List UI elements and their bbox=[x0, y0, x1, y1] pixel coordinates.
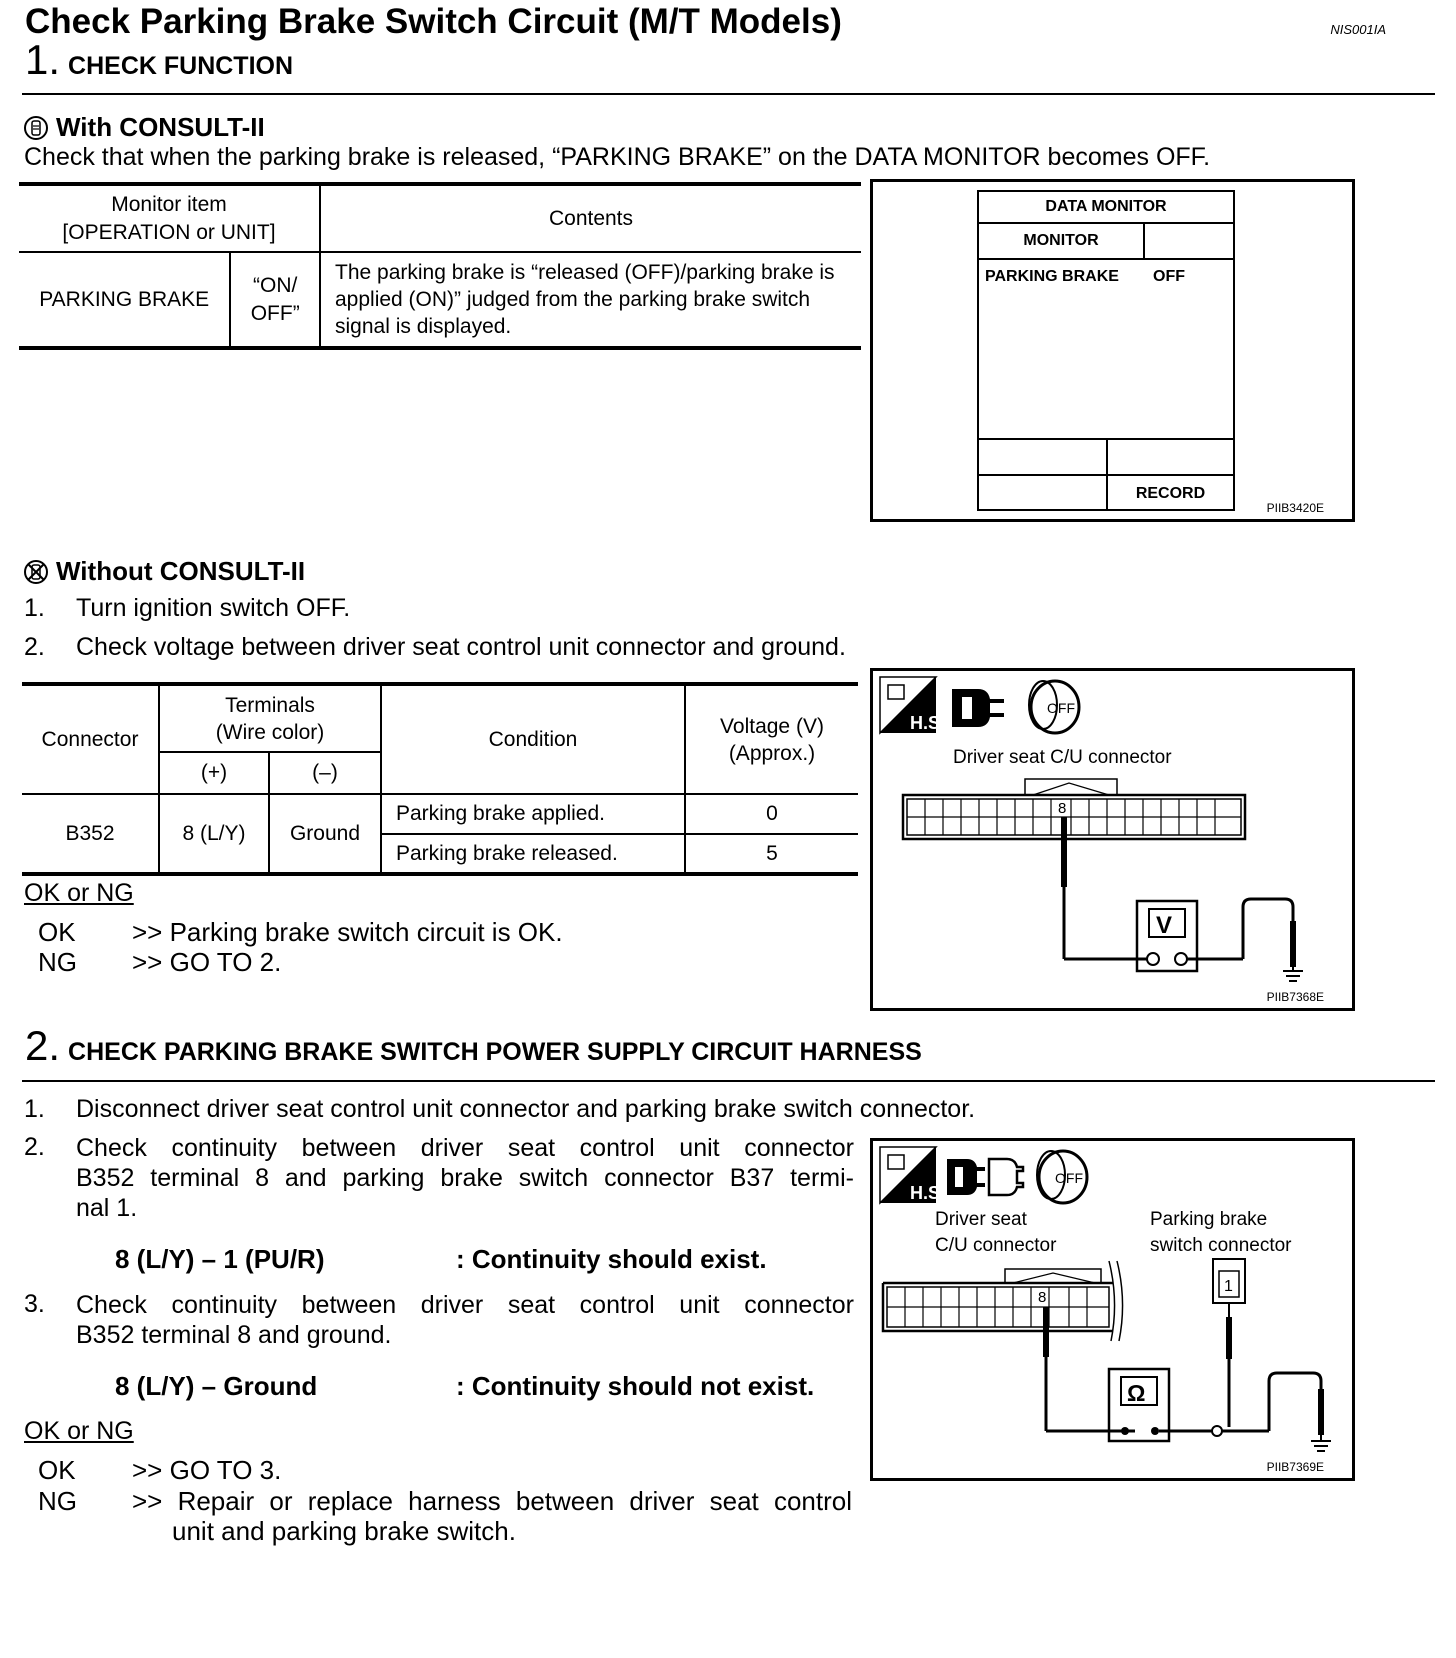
list-item-num: 2. bbox=[24, 633, 45, 661]
step1-number: 1. bbox=[25, 36, 61, 83]
header-connector: Connector bbox=[22, 684, 159, 794]
monitor-column-header: MONITOR bbox=[979, 224, 1145, 260]
data-monitor-figure bbox=[870, 179, 1355, 522]
with-consult-instruction: Check that when the parking brake is released, “PARKING BRAKE” on the DATA MONITOR becomes OFF. bbox=[24, 143, 1211, 171]
without-consult-heading bbox=[24, 556, 305, 587]
terminal-number: 8 bbox=[1058, 800, 1067, 817]
cell-minus: Ground bbox=[269, 794, 381, 874]
list-item-line: B352 terminal 8 and parking brake switch connector B37 termi- bbox=[76, 1164, 854, 1192]
monitor-parking-brake-value: OFF bbox=[1153, 268, 1185, 285]
continuity-wiring-diagram bbox=[873, 1141, 1353, 1479]
ng-label: NG bbox=[38, 1486, 77, 1516]
header-voltage bbox=[685, 684, 858, 794]
header-terminals-line2: (Wire color) bbox=[215, 720, 325, 744]
monitor-column-empty bbox=[1145, 224, 1233, 260]
data-monitor-screen bbox=[977, 190, 1235, 511]
row-contents bbox=[320, 252, 861, 348]
header-terminals bbox=[159, 684, 381, 752]
list-item-line: nal 1. bbox=[76, 1194, 138, 1222]
no-consult-icon bbox=[24, 560, 48, 584]
step2-number: 2. bbox=[25, 1022, 61, 1069]
list-item-line: Check continuity between driver seat control unit connector bbox=[76, 1291, 854, 1319]
spec-result: : Continuity should not exist. bbox=[456, 1371, 815, 1401]
header-voltage-line2: (Approx.) bbox=[728, 741, 816, 765]
step1-title: CHECK FUNCTION bbox=[68, 52, 294, 80]
ok-result: >> Parking brake switch circuit is OK. bbox=[132, 917, 563, 947]
ok-result: >> GO TO 3. bbox=[132, 1455, 282, 1485]
key-off-label: OFF bbox=[1047, 700, 1075, 716]
spec-terminals: 8 (L/Y) – Ground bbox=[115, 1371, 318, 1401]
header-condition: Condition bbox=[381, 684, 685, 794]
cell-voltage: 0 bbox=[685, 794, 858, 834]
list-item-line: Check continuity between driver seat control unit connector bbox=[76, 1134, 854, 1162]
connector-label: Driver seat C/U connector bbox=[953, 747, 1172, 768]
ohmmeter-label: Ω bbox=[1127, 1380, 1146, 1406]
ok-ng-heading: OK or NG bbox=[24, 1417, 134, 1445]
header-minus: (–) bbox=[269, 752, 381, 794]
row-contents-line3: signal is displayed. bbox=[335, 315, 512, 338]
row-contents-line2: applied (ON)” judged from the parking brake switch bbox=[335, 288, 811, 311]
row-unit-line2: OFF” bbox=[250, 301, 300, 325]
row-contents-line1: The parking brake is “released (OFF)/parking brake is bbox=[335, 261, 835, 284]
voltage-wiring-diagram bbox=[873, 671, 1353, 1009]
key-off-label: OFF bbox=[1055, 1170, 1083, 1186]
label-line: switch connector bbox=[1150, 1235, 1292, 1256]
continuity-check-figure bbox=[870, 1138, 1355, 1481]
divider bbox=[22, 93, 1435, 95]
cell-connector: B352 bbox=[22, 794, 159, 874]
figure-code: PIIB7369E bbox=[1266, 1460, 1324, 1474]
data-monitor-title: DATA MONITOR bbox=[979, 192, 1233, 224]
voltage-table bbox=[22, 682, 858, 876]
ok-label: OK bbox=[38, 1455, 76, 1485]
ng-label: NG bbox=[38, 947, 77, 977]
list-item: Check voltage between driver seat control unit connector and ground. bbox=[76, 633, 846, 661]
consult-icon bbox=[24, 116, 48, 140]
list-item-num: 3. bbox=[24, 1290, 45, 1318]
ng-result: >> GO TO 2. bbox=[132, 947, 282, 977]
label-line: Parking brake bbox=[1150, 1209, 1268, 1230]
monitor-item-table bbox=[19, 182, 861, 350]
list-item: Disconnect driver seat control unit connector and parking brake switch connector. bbox=[76, 1095, 976, 1123]
figure-code: PIIB7368E bbox=[1266, 990, 1324, 1004]
header-monitor-item-line2: [OPERATION or UNIT] bbox=[62, 220, 276, 244]
step2-title: CHECK PARKING BRAKE SWITCH POWER SUPPLY CIRCUIT HARNESS bbox=[68, 1038, 922, 1066]
header-monitor-item bbox=[19, 184, 320, 252]
row-monitor-item: PARKING BRAKE bbox=[19, 252, 230, 348]
ng-result-line: >> Repair or replace harness between driver seat control bbox=[132, 1486, 852, 1516]
without-consult-label: Without CONSULT-II bbox=[56, 556, 306, 586]
with-consult-label: With CONSULT-II bbox=[56, 112, 265, 142]
divider bbox=[22, 1080, 1435, 1082]
consult-icon-glyph bbox=[26, 118, 46, 138]
ng-result bbox=[132, 1486, 852, 1546]
step1-heading bbox=[25, 36, 293, 84]
header-contents: Contents bbox=[548, 206, 634, 230]
page-title: Check Parking Brake Switch Circuit (M/T Models) bbox=[25, 2, 842, 41]
voltage-check-figure bbox=[870, 668, 1355, 1011]
header-terminals-line1: Terminals bbox=[225, 693, 315, 717]
terminal-number-right: 1 bbox=[1224, 1278, 1233, 1295]
spec-terminals: 8 (L/Y) – 1 (PU/R) bbox=[115, 1244, 325, 1274]
hs-label: H.S. bbox=[910, 713, 946, 733]
ng-result-line: unit and parking brake switch. bbox=[172, 1516, 516, 1546]
cell-condition: Parking brake applied. bbox=[381, 794, 685, 834]
list-item-num: 1. bbox=[24, 1095, 45, 1123]
terminal-number-left: 8 bbox=[1038, 1289, 1047, 1306]
figure-code: PIIB3420E bbox=[1266, 501, 1324, 515]
list-item-num: 2. bbox=[24, 1133, 45, 1161]
header-plus: (+) bbox=[159, 752, 269, 794]
row-unit bbox=[230, 252, 320, 348]
cell-voltage: 5 bbox=[685, 834, 858, 874]
label-line: C/U connector bbox=[935, 1235, 1057, 1256]
reference-code: NIS001IA bbox=[1330, 22, 1386, 37]
list-item: Turn ignition switch OFF. bbox=[76, 594, 351, 622]
voltmeter-label: V bbox=[1156, 912, 1173, 939]
ok-ng-heading: OK or NG bbox=[24, 879, 134, 907]
spec-result: : Continuity should exist. bbox=[456, 1244, 767, 1274]
cell-condition: Parking brake released. bbox=[381, 834, 685, 874]
ok-label: OK bbox=[38, 917, 76, 947]
row-unit-line1: “ON/ bbox=[253, 273, 298, 297]
cell-plus: 8 (L/Y) bbox=[159, 794, 269, 874]
list-item-num: 1. bbox=[24, 594, 45, 622]
list-item bbox=[76, 1133, 854, 1223]
label-line: Driver seat bbox=[935, 1209, 1027, 1230]
monitor-parking-brake-label: PARKING BRAKE bbox=[985, 268, 1119, 285]
list-item-line: B352 terminal 8 and ground. bbox=[76, 1321, 392, 1349]
no-consult-icon-glyph bbox=[26, 562, 46, 582]
hs-label: H.S. bbox=[910, 1183, 946, 1203]
record-button[interactable]: RECORD bbox=[1135, 485, 1206, 502]
with-consult-heading bbox=[24, 112, 265, 143]
header-monitor-item-line1: Monitor item bbox=[111, 192, 227, 216]
header-voltage-line1: Voltage (V) bbox=[720, 714, 824, 738]
step2-heading bbox=[25, 1022, 922, 1070]
list-item bbox=[76, 1290, 854, 1350]
